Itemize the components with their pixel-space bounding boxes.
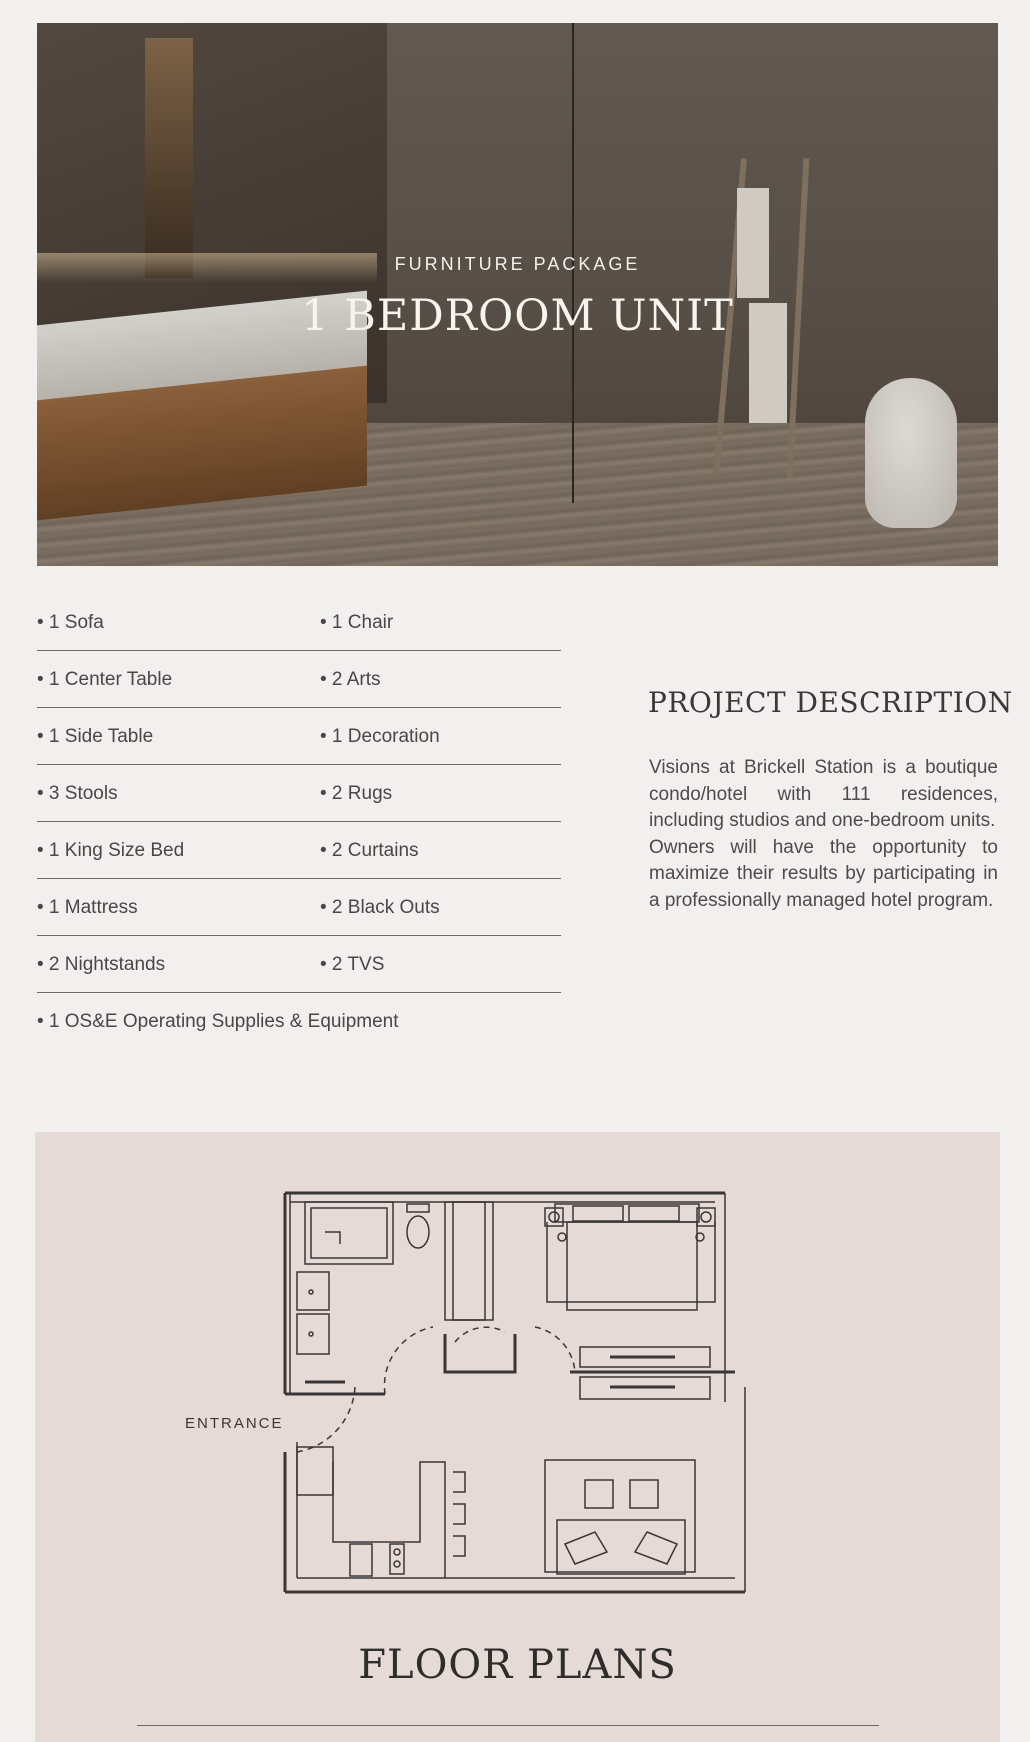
list-item: • 1 Side Table xyxy=(37,726,154,747)
list-item: • 1 Mattress xyxy=(37,897,138,918)
list-item: • 1 Sofa xyxy=(37,612,104,633)
hero-image xyxy=(37,23,998,566)
list-item: • 1 Center Table xyxy=(37,669,173,690)
list-row xyxy=(37,879,561,936)
floor-plan-drawing xyxy=(35,1132,1000,1612)
list-item: • 2 TVS xyxy=(320,954,385,975)
floor-plans-section xyxy=(35,1132,1000,1742)
project-description-text xyxy=(649,755,998,914)
list-row xyxy=(37,765,561,822)
list-row xyxy=(37,594,561,651)
divider xyxy=(137,1725,879,1726)
project-paragraph: Visions at Brickell Station is a boutique condo/hotel with 111 residences, including studios and one-bedroom units. xyxy=(649,757,998,831)
list-item: • 2 Arts xyxy=(320,669,381,690)
list-item: • 2 Rugs xyxy=(320,783,393,804)
floor-plans-title: FLOOR PLANS xyxy=(358,1642,677,1688)
list-item: • 2 Nightstands xyxy=(37,954,166,975)
list-item: • 2 Curtains xyxy=(320,840,419,861)
list-row xyxy=(37,651,561,708)
list-row xyxy=(37,993,561,1049)
package-list xyxy=(37,594,561,1049)
hero-subtitle: FURNITURE PACKAGE xyxy=(394,254,641,274)
list-item: • 1 King Size Bed xyxy=(37,840,185,861)
list-row xyxy=(37,708,561,765)
list-item: • 1 OS&E Operating Supplies & Equipment xyxy=(37,1011,399,1032)
project-description-title: PROJECT DESCRIPTION xyxy=(648,686,1013,719)
list-item: • 3 Stools xyxy=(37,783,118,804)
list-item: • 2 Black Outs xyxy=(320,897,440,918)
list-row xyxy=(37,822,561,879)
list-item: • 1 Chair xyxy=(320,612,394,633)
list-row xyxy=(37,936,561,993)
list-item: • 1 Decoration xyxy=(320,726,440,747)
project-paragraph: Owners will have the opportunity to maximize their results by participating in a professionally managed hotel program. xyxy=(649,836,998,911)
entrance-label: ENTRANCE xyxy=(185,1415,284,1432)
hero-title: 1 BEDROOM UNIT xyxy=(301,291,734,341)
